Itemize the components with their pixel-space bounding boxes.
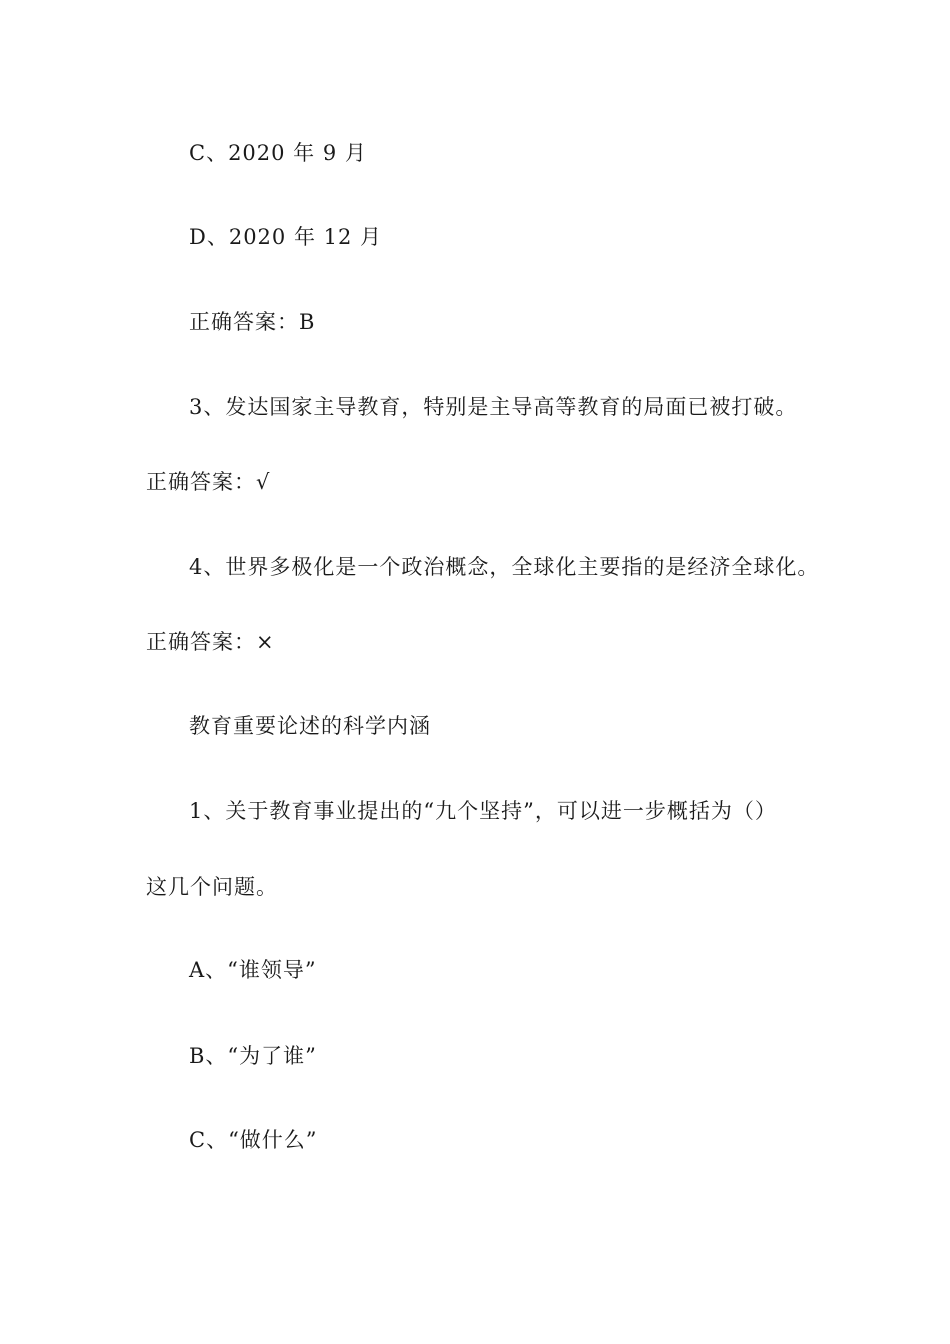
option-c: C、“做什么”: [189, 1128, 318, 1152]
question-1: 1、关于教育事业提出的“九个坚持”，可以进一步概括为（）: [189, 799, 777, 823]
question-1-continued: 这几个问题。: [146, 875, 278, 899]
option-d-2020-dec: D、2020 年 12 月: [189, 225, 383, 249]
answer-q2: 正确答案：B: [189, 310, 316, 334]
option-a: A、“谁领导”: [189, 958, 317, 982]
answer-q4: 正确答案：×: [146, 630, 275, 654]
answer-q3: 正确答案：√: [146, 470, 271, 494]
section-heading: 教育重要论述的科学内涵: [189, 714, 431, 738]
option-c-2020-sep: C、2020 年 9 月: [189, 141, 367, 165]
option-b: B、“为了谁”: [189, 1044, 317, 1068]
question-3: 3、发达国家主导教育，特别是主导高等教育的局面已被打破。: [189, 395, 798, 419]
question-4: 4、世界多极化是一个政治概念，全球化主要指的是经济全球化。: [189, 555, 820, 579]
